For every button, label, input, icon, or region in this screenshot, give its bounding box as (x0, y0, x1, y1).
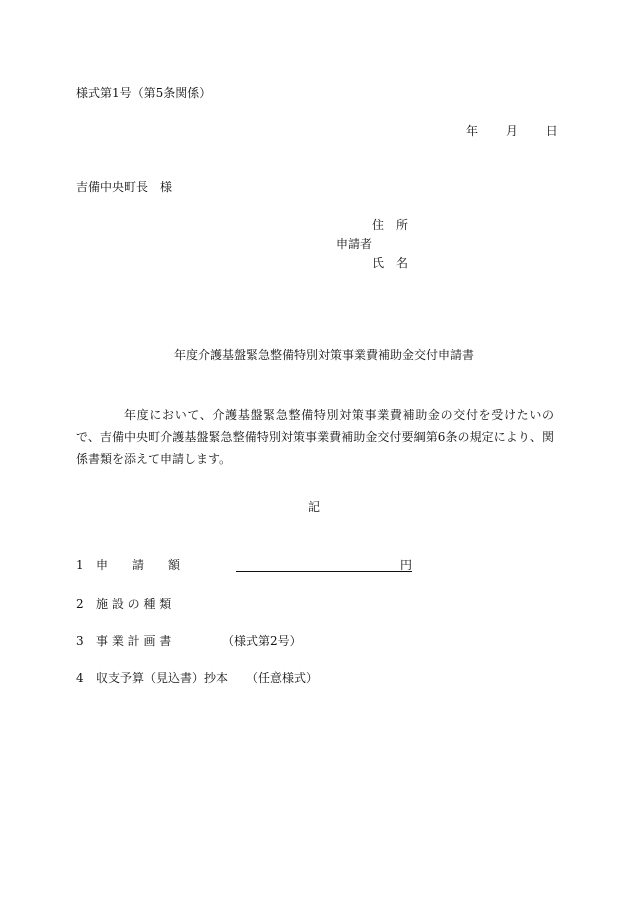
body-paragraph: 年度において、介護基盤緊急整備特別対策事業費補助金の交付を受けたいので、吉備中央町介護基盤緊急整備特別対策事業費補助金交付要綱第6条の規定により、関係書類を添えて申請します。 (76, 408, 554, 466)
item-3-label: 事 業 計 画 書 (96, 634, 172, 648)
form-number: 様式第1号（第5条関係） (76, 86, 212, 100)
item-4-number: 4 (76, 671, 84, 685)
ki-heading: 記 (308, 500, 321, 514)
date-line (466, 124, 558, 138)
applicant-address-label: 住 所 (372, 218, 409, 232)
item-2-label: 施 設 の 種 類 (96, 597, 172, 611)
item-1-number: 1 (76, 558, 84, 572)
document-title: 年度介護基盤緊急整備特別対策事業費補助金交付申請書 (174, 348, 475, 362)
year-label: 年 (466, 124, 479, 138)
item-3-number: 3 (76, 634, 84, 648)
applicant-label: 申請者 (336, 237, 373, 251)
item-4-note: （任意様式） (246, 671, 319, 685)
amount-field[interactable] (236, 556, 412, 572)
day-label: 日 (545, 124, 558, 138)
item-4-label: 収支予算（見込書）抄本 (96, 671, 229, 685)
item-1-label: 申 請 額 (96, 558, 181, 572)
month-label: 月 (505, 124, 518, 138)
item-1-yen: 円 (399, 558, 412, 572)
applicant-name-label: 氏 名 (372, 256, 409, 270)
item-2-number: 2 (76, 597, 84, 611)
addressee: 吉備中央町長 様 (76, 180, 173, 194)
item-3-note: （様式第2号） (222, 634, 302, 648)
